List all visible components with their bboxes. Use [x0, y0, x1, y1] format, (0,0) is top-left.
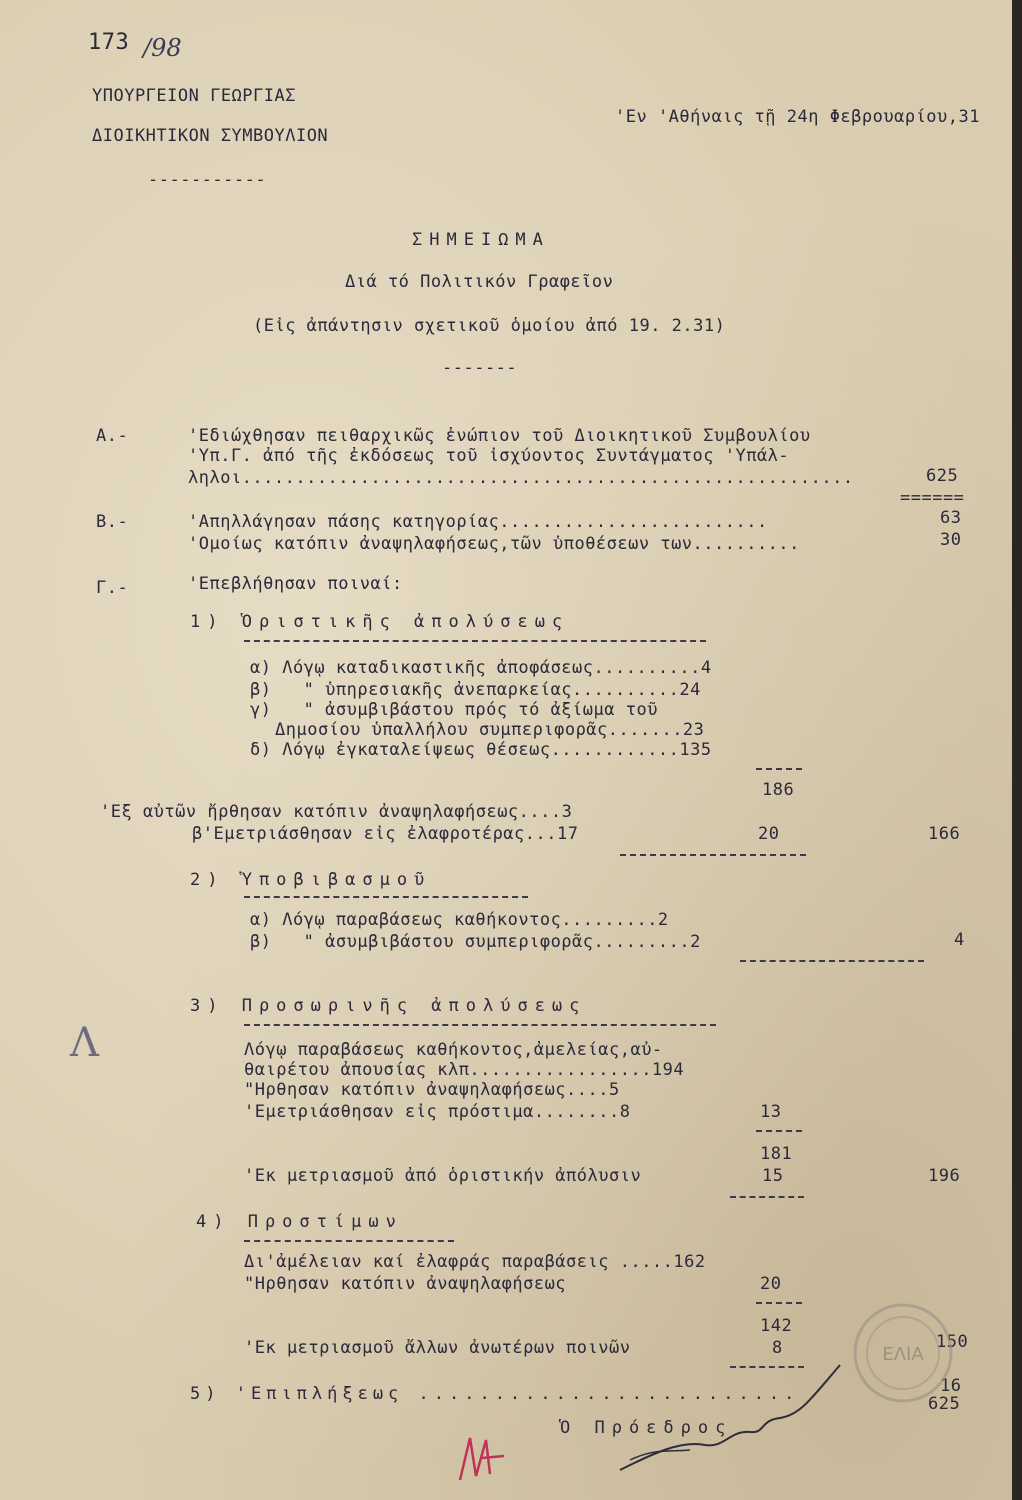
- sub4-total: 150: [936, 1332, 969, 1352]
- sub1-title: 1) Ὁριστικῆς ἀπολύσεως: [190, 612, 570, 632]
- stamp-text: ΕΛΙΑ: [882, 1344, 924, 1365]
- sub3-line1: Λόγῳ παραβάσεως καθήκοντος,ἀμελείας,αὐ-: [244, 1040, 663, 1060]
- sub3-added: 15: [762, 1166, 784, 1186]
- section-a-line1: 'Εδιώχθησαν πειθαρχικῶς ἐνώπιον τοῦ Διοικητικοῦ Συμβουλίου: [188, 426, 811, 446]
- sub4-removed: 20: [760, 1274, 782, 1294]
- sub2-total: 4: [954, 930, 965, 950]
- section-b-line1: 'Απηλλάγησαν πάσης κατηγορίας.........................: [188, 512, 768, 532]
- sub4-line3: 'Εκ μετριασμοῦ ἄλλων ἀνωτέρων ποινῶν: [244, 1338, 631, 1358]
- sub3-title: 3) Προσωρινῆς ἀπολύσεως: [190, 996, 587, 1016]
- sub3-rule: [730, 1196, 804, 1198]
- sub4-title: 4) Προστίμων: [196, 1212, 403, 1232]
- sub4-title-rule: [244, 1240, 454, 1242]
- sub4-sum-rule: [756, 1302, 802, 1304]
- sub3-title-rule: [244, 1024, 716, 1026]
- sub2-title: 2) Ὑποβιβασμοῦ: [190, 870, 432, 890]
- sub1-item-d: δ) Λόγῳ ἐγκαταλείψεως θέσεως............135: [250, 740, 712, 760]
- signature-title: Ὁ Πρόεδρος: [560, 1418, 733, 1438]
- sub3-reductions: 13: [760, 1102, 782, 1122]
- sub3-total: 196: [928, 1166, 961, 1186]
- grand-total: 625: [928, 1394, 961, 1414]
- sub1-title-rule: [244, 640, 706, 642]
- section-a-label: Α.-: [96, 426, 129, 446]
- ministry-name: ΥΠΟΥΡΓΕΙΟΝ ΓΕΩΡΓΙΑΣ: [92, 86, 296, 106]
- section-a-double-rule: ======: [900, 488, 965, 508]
- sub1-item-c2: Δημοσίου ὑπαλλήλου συμπεριφορᾶς.......23: [275, 720, 705, 740]
- section-c-label: Γ.-: [96, 578, 129, 598]
- sub4-added: 8: [772, 1338, 783, 1358]
- place-date: 'Εν 'Αθήναις τῇ 24η Φεβρουαρίου,31: [615, 107, 980, 127]
- sub1-item-a: α) Λόγῳ καταδικαστικῆς ἀποφάσεως..........4: [250, 658, 712, 678]
- section-a-line2: 'Υπ.Γ. ἀπό τῆς ἐκδόσεως τοῦ ἰσχύοντος Συντάγματος 'Υπάλ-: [188, 446, 790, 466]
- sub3-line4: 'Εμετριάσθησαν εἰς πρόστιμα........8: [244, 1102, 631, 1122]
- sub2-title-rule: [244, 896, 528, 898]
- sub3-subtotal: 181: [760, 1144, 793, 1164]
- sub1-item-c1: γ) " ἀσυμβιβάστου πρός τό ἀξίωμα τοῦ: [250, 700, 658, 720]
- sub1-sum-rule: [756, 768, 802, 770]
- sub4-line1: Δι'ἀμέλειαν καί ἐλαφράς παραβάσεις .....162: [244, 1252, 706, 1272]
- sub3-line2: θαιρέτου ἀπουσίας κλπ.................194: [244, 1060, 685, 1080]
- section-b-label: Β.-: [96, 512, 129, 532]
- sub1-reductions: 20: [758, 824, 780, 844]
- section-a-total: 625: [926, 466, 959, 486]
- section-c-intro: 'Επεβλήθησαν ποιναί:: [188, 574, 403, 594]
- sub1-net-rule: [620, 854, 806, 856]
- title-divider: -------: [442, 358, 518, 378]
- sub5-title: 5) 'Επιπλήξεως .........................: [190, 1384, 800, 1404]
- sub1-subtotal: 186: [762, 780, 795, 800]
- sub4-line2: "Ηρθησαν κατόπιν ἀναψηλαφήσεως: [244, 1274, 567, 1294]
- sub2-item-a: α) Λόγῳ παραβάσεως καθήκοντος.........2: [250, 910, 669, 930]
- sub2-item-b: β) " ἀσυμβιβάστου συμπεριφορᾶς.........2: [250, 932, 701, 952]
- section-b-value1: 63: [940, 508, 962, 528]
- red-initials: [452, 1430, 512, 1490]
- sub5-total: 16: [940, 1376, 962, 1396]
- document-heading: ΣΗΜΕΙΩΜΑ: [412, 230, 550, 250]
- sub1-from-these-1: 'Εξ αὐτῶν ἤρθησαν κατόπιν ἀναψηλαφήσεως....3: [100, 802, 573, 822]
- council-name: ΔΙΟΙΚΗΤΙΚΟΝ ΣΥΜΒΟΥΛΙΟΝ: [92, 126, 329, 146]
- section-a-line3: ληλοι.........................................................: [188, 468, 854, 488]
- document-subtitle: Διά τό Πολιτικόν Γραφεῖον: [345, 272, 614, 292]
- margin-mark: Λ: [70, 1020, 99, 1066]
- document-reference: (Εἰς ἀπάντησιν σχετικοῦ ὁμοίου ἀπό 19. 2.31): [253, 316, 726, 336]
- sub1-from-these-2: β'Εμετριάσθησαν εἰς ἐλαφροτέρας...17: [192, 824, 579, 844]
- header-underline: -----------: [148, 170, 267, 190]
- sub1-item-b: β) " ὑπηρεσιακῆς ἀνεπαρκείας..........24: [250, 680, 701, 700]
- archive-stamp: [848, 1298, 958, 1408]
- sub3-line3: "Ηρθησαν κατόπιν ἀναψηλαφήσεως....5: [244, 1080, 620, 1100]
- sub3-sum-rule: [756, 1130, 802, 1132]
- signature-scribble: [610, 1360, 850, 1480]
- sub4-subtotal: 142: [760, 1316, 793, 1336]
- section-b-value2: 30: [940, 530, 962, 550]
- sub2-rule: [740, 960, 924, 962]
- page-number: 173: [88, 30, 130, 55]
- sub3-line5: 'Εκ μετριασμοῦ ἀπό ὁριστικήν ἀπόλυσιν: [244, 1166, 642, 1186]
- handwritten-folio: /98: [143, 34, 182, 62]
- sub1-net: 166: [928, 824, 961, 844]
- section-b-line2: 'Ομοίως κατόπιν ἀναψηλαφήσεως,τῶν ὑποθέσεων των..........: [188, 534, 800, 554]
